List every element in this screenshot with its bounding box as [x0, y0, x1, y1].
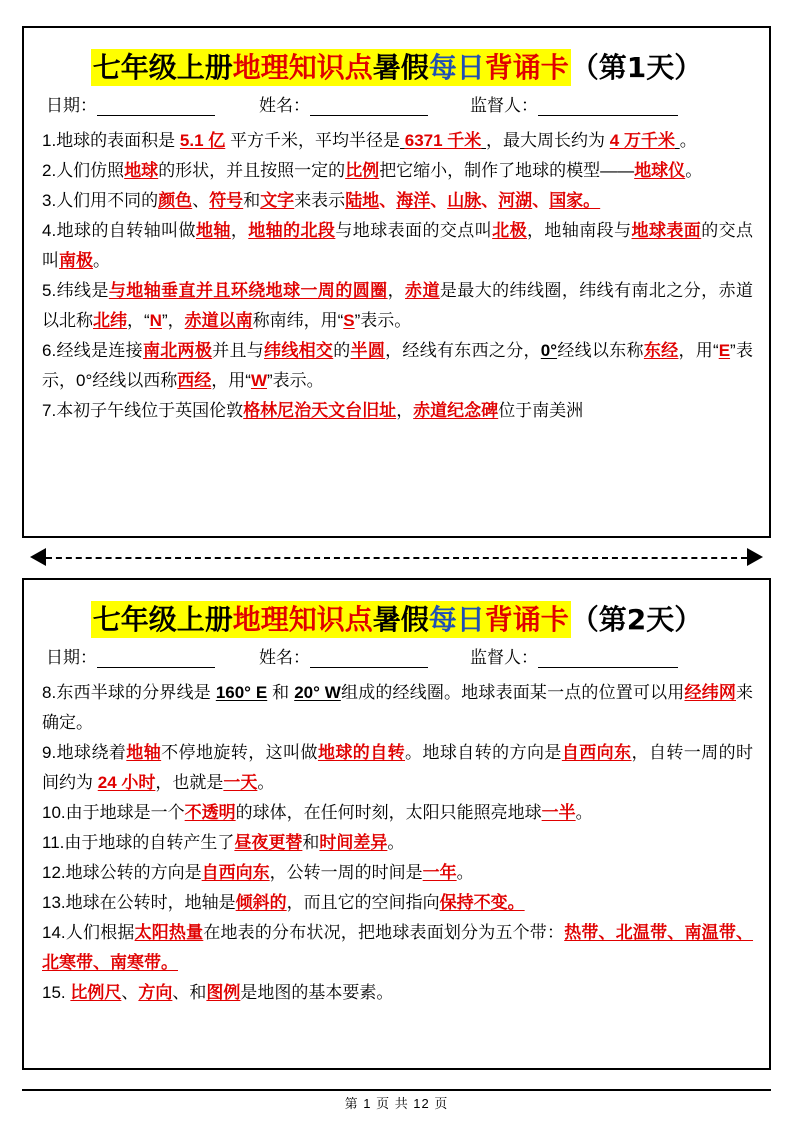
item-text-segment: 。: [685, 161, 703, 180]
item-text-segment: ，: [230, 221, 249, 240]
item-text-segment: 、: [192, 191, 210, 210]
card-title-row-day-1: [38, 46, 755, 86]
item-text-segment: 本初子午线位于英国伦敦: [56, 401, 244, 420]
item-text-segment: 人们根据: [65, 923, 135, 942]
item-text-segment: 西经: [177, 371, 212, 390]
item-number: 2.: [42, 161, 57, 180]
item-text-segment: 的球体，在任何时刻，太阳只能照亮地球: [235, 803, 542, 822]
item-text-segment: 和: [267, 683, 295, 702]
item-text-segment: 人们用不同的: [56, 191, 159, 210]
item-text-segment: 东经: [643, 341, 679, 360]
item-text-segment: 6371 千米: [404, 131, 482, 150]
item-text-segment: 0°: [540, 341, 558, 360]
knowledge-item: [42, 738, 753, 798]
item-text-segment: 经线是连接: [56, 341, 143, 360]
knowledge-item: [42, 918, 753, 978]
item-text-segment: 由于地球的自转产生了: [64, 833, 235, 852]
item-text-segment: ，用“: [211, 371, 251, 390]
knowledge-items-day-1: [42, 126, 753, 426]
knowledge-item: [42, 828, 753, 858]
item-text-segment: 北极: [492, 221, 527, 240]
page-footer: [22, 1089, 771, 1112]
item-text-segment: 、: [481, 191, 499, 210]
name-field-day-1[interactable]: [259, 96, 428, 116]
item-text-segment: ，: [387, 281, 406, 300]
item-text-segment: 组成的经线圈。地球表面某一点的位置可以用: [340, 683, 685, 702]
knowledge-item: [42, 798, 753, 828]
item-text-segment: 位于南美洲: [498, 401, 584, 420]
item-text-segment: 。地球自转的方向是: [405, 743, 562, 762]
item-number: 4.: [42, 221, 57, 240]
card-title-row-day-2: [38, 598, 755, 638]
knowledge-item: [42, 336, 753, 396]
item-text-segment: 在地表的分布状况，把地球表面划分为五个带：: [203, 923, 565, 942]
item-text-segment: ，地轴南段与: [527, 221, 632, 240]
knowledge-item: [42, 276, 753, 336]
item-text-segment: 。: [387, 833, 405, 852]
item-text-segment: 是最大的纬线圈，纬线有南北之分，赤道以北称: [42, 281, 754, 330]
item-number: 5.: [42, 281, 57, 300]
item-text-segment: 由于地球是一个: [65, 803, 185, 822]
item-text-segment: 符号: [209, 191, 244, 210]
item-text-segment: 北纬: [93, 311, 127, 330]
item-number: 1.: [42, 131, 57, 150]
item-text-segment: 。: [456, 863, 474, 882]
item-text-segment: 地轴的北段: [248, 221, 336, 240]
item-text-segment: 一天: [223, 773, 258, 792]
supervisor-field-day-2[interactable]: [470, 648, 678, 668]
item-text-segment: 把它缩小，制作了地球的模型——: [379, 161, 635, 180]
item-number: 13.: [42, 893, 66, 912]
title-segment-2: 暑假: [372, 51, 429, 84]
item-text-segment: 、: [121, 983, 139, 1002]
name-blank-line[interactable]: [310, 650, 428, 668]
item-text-segment: 24 小时: [97, 773, 156, 792]
supervisor-blank-line[interactable]: [538, 98, 678, 116]
item-text-segment: 不透明: [184, 803, 236, 822]
item-text-segment: ”表示。: [266, 371, 324, 390]
item-text-segment: 格林尼治天文台旧址: [243, 401, 397, 420]
item-text-segment: ，自转一周的时间约为: [42, 743, 754, 792]
knowledge-item: [42, 888, 753, 918]
item-number: 9.: [42, 743, 57, 762]
item-text-segment: 。: [93, 251, 110, 270]
knowledge-item: [42, 978, 753, 1008]
item-text-segment: 、: [532, 191, 550, 210]
item-text-segment: 与地轴垂直并且环绕地球一周的圆圈: [108, 281, 388, 300]
item-text-segment: 20° W: [294, 683, 341, 702]
item-text-segment: 山脉: [447, 191, 482, 210]
item-text-segment: 和: [243, 191, 261, 210]
item-text-segment: 和: [302, 833, 320, 852]
item-text-segment: 地轴: [195, 221, 231, 240]
item-text-segment: 、和: [172, 983, 207, 1002]
title-segment-0: 七年级上册: [92, 603, 233, 636]
name-label: 姓名：: [259, 648, 310, 667]
item-text-segment: 来表示: [294, 191, 346, 210]
item-text-segment: 4 万千米: [609, 131, 675, 150]
item-text-segment: ，公转一周的时间是: [269, 863, 423, 882]
recitation-card-day-2: [22, 578, 771, 1070]
item-text-segment: 平方千米，平均半径是: [225, 131, 401, 150]
item-text-segment: 热带、北温带、南温带、北寒带、南寒带。: [42, 923, 754, 972]
dashed-cut-line: [46, 557, 747, 559]
item-text-segment: 倾斜的: [235, 893, 287, 912]
date-field-day-2[interactable]: [46, 648, 215, 668]
item-text-segment: 人们仿照: [56, 161, 125, 180]
item-text-segment: ”表示。: [354, 311, 412, 330]
item-text-segment: 图例: [206, 983, 241, 1002]
title-segment-0: 七年级上册: [92, 51, 233, 84]
item-text-segment: 地球公转的方向是: [65, 863, 202, 882]
item-text-segment: ”，: [161, 311, 185, 330]
item-text-segment: 文字: [260, 191, 295, 210]
item-text-segment: 。: [679, 131, 697, 150]
item-number: 7.: [42, 401, 57, 420]
item-text-segment: ，而且它的空间指向: [286, 893, 440, 912]
item-text-segment: ，也就是: [155, 773, 224, 792]
item-text-segment: 。: [575, 803, 593, 822]
title-segment-1: 地理知识点: [232, 603, 373, 636]
item-number: 11.: [42, 833, 65, 852]
supervisor-label: 监督人：: [470, 96, 538, 115]
item-text-segment: 比例尺: [70, 983, 122, 1002]
item-text-segment: 经线以东称: [557, 341, 644, 360]
item-text-segment: 5.1 亿: [179, 131, 226, 150]
item-text-segment: 颜色: [158, 191, 193, 210]
item-text-segment: 的: [333, 341, 351, 360]
title-segment-4: 背诵卡: [484, 51, 569, 84]
supervisor-label: 监督人：: [470, 648, 538, 667]
cut-line-row: [22, 538, 771, 578]
title-segment-1: 地理知识点: [232, 51, 373, 84]
item-text-segment: 160° E: [215, 683, 268, 702]
item-text-segment: 称南纬，用“: [252, 311, 344, 330]
page-number: 第 1 页 共 12 页: [344, 1096, 449, 1111]
item-text-segment: ，“: [127, 311, 150, 330]
item-text-segment: 是地图的基本要素。: [240, 983, 394, 1002]
item-text-segment: 地球: [124, 161, 159, 180]
knowledge-item: [42, 396, 753, 426]
item-text-segment: 地轴: [126, 743, 162, 762]
item-text-segment: 、: [430, 191, 448, 210]
item-text-segment: ，用“: [678, 341, 719, 360]
item-text-segment: 东西半球的分界线是: [56, 683, 216, 702]
item-text-segment: 国家。: [549, 191, 601, 210]
item-text-segment: 纬线是: [56, 281, 109, 300]
item-text-segment: 经纬网: [684, 683, 736, 702]
item-text-segment: 自西向东: [201, 863, 270, 882]
item-text-segment: 自西向东: [561, 743, 632, 762]
supervisor-field-day-1[interactable]: [470, 96, 678, 116]
item-text-segment: ”表示，0°经线以西称: [42, 341, 754, 390]
item-text-segment: 、: [379, 191, 397, 210]
title-segment-3: 每日: [428, 51, 485, 84]
item-text-segment: 赤道纪念碑: [413, 401, 499, 420]
knowledge-item: [42, 216, 753, 276]
item-text-segment: 不停地旋转，这叫做: [161, 743, 318, 762]
item-text-segment: W: [250, 371, 267, 390]
card-title-day-2: [91, 601, 571, 638]
date-blank-line[interactable]: [97, 650, 215, 668]
date-label: 日期：: [46, 648, 97, 667]
item-number: 10.: [42, 803, 66, 822]
item-text-segment: ，经线有东西之分，: [385, 341, 541, 360]
item-text-segment: ，: [396, 401, 414, 420]
item-text-segment: N: [149, 311, 162, 330]
item-number: 12.: [42, 863, 66, 882]
item-text-segment: 。: [257, 773, 275, 792]
card-title-tail-day-1: （第1天）: [570, 51, 703, 84]
item-text-segment: 河湖: [498, 191, 533, 210]
knowledge-item: [42, 678, 753, 738]
knowledge-item: [42, 126, 753, 156]
date-field-day-1[interactable]: [46, 96, 215, 116]
item-number: 3.: [42, 191, 57, 210]
item-text-segment: 海洋: [396, 191, 431, 210]
title-segment-2: 暑假: [372, 603, 429, 636]
date-label: 日期：: [46, 96, 97, 115]
item-text-segment: 地球在公转时，地轴是: [65, 893, 236, 912]
item-text-segment: 赤道以南: [184, 311, 253, 330]
item-text-segment: 地球仪: [634, 161, 686, 180]
item-text-segment: 昼夜更替: [234, 833, 303, 852]
item-text-segment: 来确定。: [42, 683, 753, 732]
item-text-segment: 地球的自转轴叫做: [56, 221, 196, 240]
item-text-segment: S: [343, 311, 355, 330]
title-segment-4: 背诵卡: [484, 603, 569, 636]
item-text-segment: 纬线相交: [264, 341, 334, 360]
name-field-day-2[interactable]: [259, 648, 428, 668]
item-text-segment: 太阳热量: [134, 923, 204, 942]
item-text-segment: 方向: [138, 983, 173, 1002]
item-text-segment: 南北两极: [142, 341, 213, 360]
item-text-segment: 比例: [345, 161, 380, 180]
card-title-tail-day-2: （第2天）: [570, 603, 703, 636]
meta-row-day-2: [46, 648, 753, 668]
knowledge-item: [42, 156, 753, 186]
item-number: 8.: [42, 683, 57, 702]
arrow-left-icon: [30, 548, 46, 566]
item-text-segment: E: [718, 341, 731, 360]
arrow-right-icon: [747, 548, 763, 566]
item-text-segment: 南极: [59, 251, 93, 270]
item-text-segment: 地球的表面积是: [56, 131, 180, 150]
item-text-segment: 陆地: [345, 191, 380, 210]
knowledge-item: [42, 858, 753, 888]
date-blank-line[interactable]: [97, 98, 215, 116]
item-text-segment: 赤道: [405, 281, 440, 300]
item-text-segment: 保持不变。: [439, 893, 525, 912]
recitation-card-day-1: [22, 26, 771, 538]
item-number: 6.: [42, 341, 57, 360]
item-text-segment: 时间差异: [319, 833, 388, 852]
item-number: 14.: [42, 923, 66, 942]
item-text-segment: 地球表面: [631, 221, 702, 240]
title-segment-3: 每日: [428, 603, 485, 636]
item-text-segment: ，最大周长约为: [486, 131, 610, 150]
item-number: 15.: [42, 983, 66, 1002]
item-text-segment: 一半: [541, 803, 576, 822]
item-text-segment: 的交点叫: [42, 221, 754, 270]
item-text-segment: 并且与: [212, 341, 265, 360]
name-label: 姓名：: [259, 96, 310, 115]
knowledge-item: [42, 186, 753, 216]
knowledge-items-day-2: [42, 678, 753, 1008]
item-text-segment: 的形状，并且按照一定的: [158, 161, 346, 180]
card-title-day-1: [91, 49, 571, 86]
item-text-segment: 与地球表面的交点叫: [335, 221, 493, 240]
item-text-segment: 地球绕着: [56, 743, 127, 762]
supervisor-blank-line[interactable]: [538, 650, 678, 668]
item-text-segment: 一年: [422, 863, 457, 882]
name-blank-line[interactable]: [310, 98, 428, 116]
item-text-segment: 地球的自转: [317, 743, 406, 762]
footer-rule: [22, 1089, 771, 1091]
meta-row-day-1: [46, 96, 753, 116]
item-text-segment: 半圆: [350, 341, 386, 360]
